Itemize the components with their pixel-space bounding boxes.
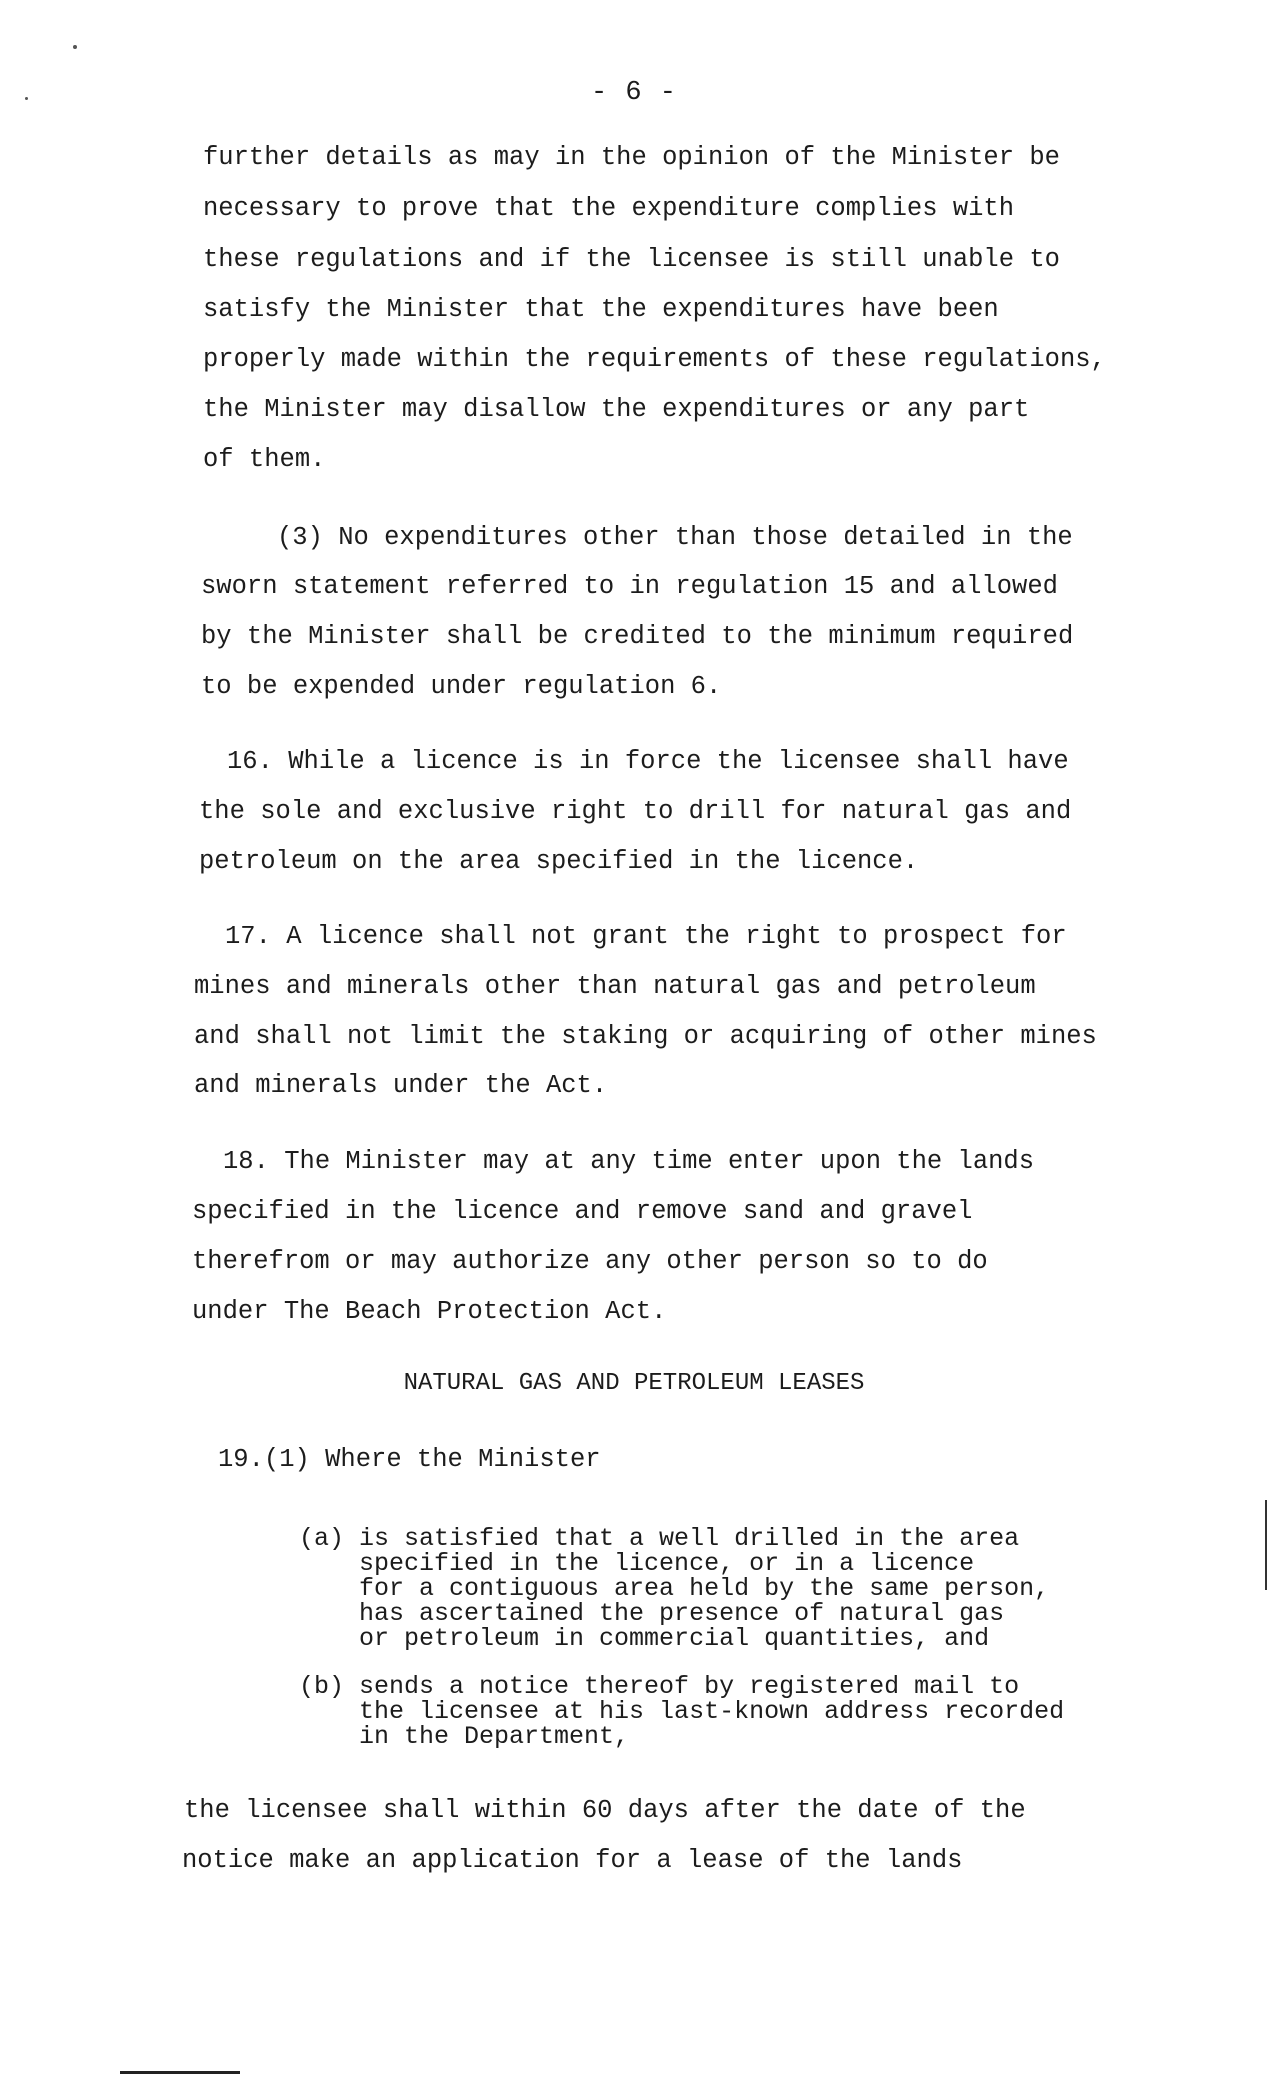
text-line: to be expended under regulation 6. [201,672,722,701]
text-line: properly made within the requirements of these regulations, [203,345,1106,374]
text-line: notice make an application for a lease of the lands [182,1846,963,1875]
text-line: or petroleum in commercial quantities, and [299,1624,990,1653]
text-line: (a) is satisfied that a well drilled in the area [299,1524,1020,1553]
text-line: (3) No expenditures other than those detailed in the [277,523,1073,552]
text-line: 16. While a licence is in force the licensee shall have [227,747,1069,776]
section-heading: NATURAL GAS AND PETROLEUM LEASES [403,1370,865,1397]
text-line: (b) sends a notice thereof by registered mail to [299,1672,1020,1701]
text-line: further details as may in the opinion of the Minister be [203,143,1060,172]
text-line: by the Minister shall be credited to the minimum required [201,622,1074,651]
text-line: these regulations and if the licensee is still unable to [203,245,1060,274]
text-line: satisfy the Minister that the expenditures have been [203,295,999,324]
text-line: 17. A licence shall not grant the right to prospect for [225,922,1067,951]
text-line: specified in the licence, or in a licence [299,1549,975,1578]
text-line: the licensee shall within 60 days after the date of the [184,1796,1026,1825]
text-line: for a contiguous area held by the same person, [299,1574,1050,1603]
footer-rule [120,2071,240,2074]
text-line: petroleum on the area specified in the licence. [199,847,919,876]
text-line: under The Beach Protection Act. [192,1297,667,1326]
text-line: therefrom or may authorize any other person so to do [192,1247,988,1276]
text-line: and shall not limit the staking or acquiring of other mines [194,1022,1097,1051]
section-19-intro: 19.(1) Where the Minister [218,1445,601,1474]
text-line: the licensee at his last-known address recorded [299,1697,1065,1726]
text-line: mines and minerals other than natural gas and petroleum [194,972,1036,1001]
text-line: has ascertained the presence of natural gas [299,1599,1005,1628]
text-line: and minerals under the Act. [194,1071,608,1100]
text-line: sworn statement referred to in regulation 15 and allowed [201,572,1058,601]
page-number: - 6 - [590,78,677,108]
text-line: specified in the licence and remove sand and gravel [192,1197,973,1226]
text-line: in the Department, [299,1722,630,1751]
text-line: the sole and exclusive right to drill for natural gas and [199,797,1072,826]
text-line: necessary to prove that the expenditure complies with [203,194,1015,223]
text-line: 18. The Minister may at any time enter upon the lands [223,1147,1035,1176]
text-line: of them. [203,445,326,474]
text-line: the Minister may disallow the expenditures or any part [203,395,1030,424]
scan-speck [73,45,77,49]
margin-rule [1265,1500,1267,1590]
